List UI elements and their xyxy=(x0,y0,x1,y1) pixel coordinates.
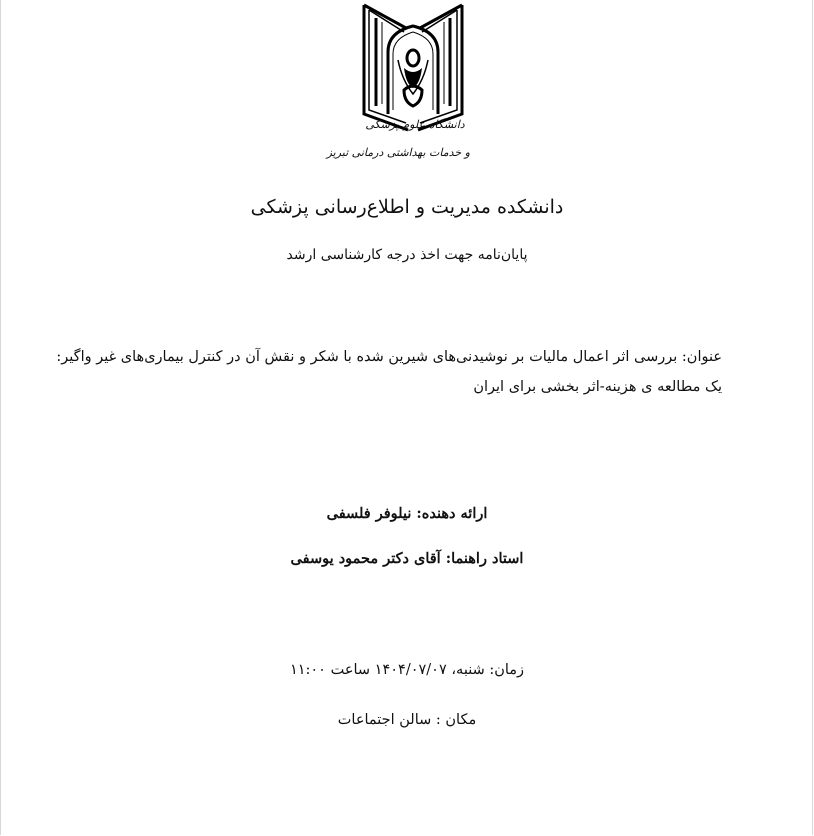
thesis-title-line-1: عنوان: بررسی اثر اعمال مالیات بر نوشیدنی‌های شیرین شده با شکر و نقش آن در کنترل بیماری‌های غیر واگیر: xyxy=(56,349,722,365)
defense-place: مکان : سالن اجتماعات xyxy=(337,712,477,728)
thesis-purpose: پایان‌نامه جهت اخذ درجه کارشناسی ارشد xyxy=(286,247,528,263)
defense-time: زمان: شنبه، ۱۴۰۴/۰۷/۰۷ ساعت ۱۱:۰۰ xyxy=(289,662,525,678)
logo-text-university: دانشگاه علوم پزشکی xyxy=(365,118,465,131)
thesis-title xyxy=(56,342,722,402)
presenter: ارائه دهنده: نیلوفر فلسفی xyxy=(326,505,488,522)
logo-text-services: و خدمات بهداشتی درمانی تبریز xyxy=(326,146,470,159)
supervisor: استاد راهنما: آقای دکتر محمود یوسفی xyxy=(290,550,524,567)
faculty-name: دانشکده مدیریت و اطلاع‌رسانی پزشکی xyxy=(250,196,564,218)
thesis-title-line-2: یک مطالعه ی هزینه-اثر بخشی برای ایران xyxy=(473,379,722,395)
